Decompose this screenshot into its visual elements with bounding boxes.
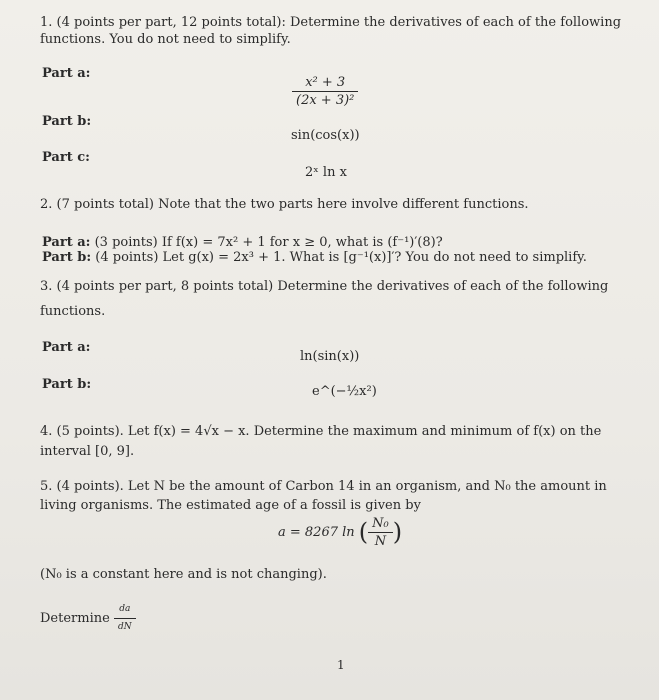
q5-determine <box>40 601 136 636</box>
q5-note: (N₀ is a constant here and is not changing). <box>40 567 327 582</box>
q3-part-a-expression: ln(sin(x)) <box>300 349 360 364</box>
q3-intro-line1: 3. (4 points per part, 8 points total) Determine the derivatives of each of the following <box>40 279 609 294</box>
q2-part-b-text: (4 points) Let g(x) = 2x³ + 1. What is [g⁻¹(x)]′? You do not need to simplify. <box>95 250 587 265</box>
q5-formula <box>278 515 402 550</box>
q5-determine-denominator: dN <box>117 622 132 632</box>
q4-line1: 4. (5 points). Let f(x) = 4√x − x. Determine the maximum and minimum of f(x) on the <box>40 424 602 439</box>
q1-part-c-label: Part c: <box>42 150 90 165</box>
q2-part-b-label: Part b: <box>42 250 92 265</box>
q3-part-a-label: Part a: <box>42 340 91 355</box>
q1-part-a-denominator: (2x + 3)² <box>296 93 355 108</box>
q3-part-b-label: Part b: <box>42 377 92 392</box>
q5-line1: 5. (4 points). Let N be the amount of Carbon 14 in an organism, and N₀ the amount in <box>40 479 607 494</box>
q1-intro-line2: functions. You do not need to simplify. <box>40 32 291 47</box>
q2-part-a-text: (3 points) If f(x) = 7x² + 1 for x ≥ 0, what is (f⁻¹)′(8)? <box>94 235 443 250</box>
q5-line2: living organisms. The estimated age of a fossil is given by <box>40 498 421 513</box>
q5-formula-close-paren: ) <box>392 518 403 546</box>
q5-determine-numerator: da <box>114 601 136 619</box>
q1-part-c-expression: 2ˣ ln x <box>305 165 347 180</box>
q1-part-a-numerator: x² + 3 <box>292 74 358 92</box>
q3-part-b-expression: e^(−½x²) <box>312 384 377 399</box>
q1-part-b-label: Part b: <box>42 114 92 129</box>
q5-formula-numerator: N₀ <box>368 515 393 533</box>
q5-determine-label: Determine <box>40 611 110 626</box>
q5-formula-open-paren: ( <box>358 518 369 546</box>
q1-part-a-fraction <box>292 74 358 109</box>
q2-part-b <box>42 249 587 266</box>
q2-part-a-label: Part a: <box>42 235 91 250</box>
q4-line2: interval [0, 9]. <box>40 444 135 459</box>
page-number: 1 <box>337 658 345 672</box>
q3-intro-line2: functions. <box>40 304 106 319</box>
q1-part-b-expression: sin(cos(x)) <box>291 128 360 143</box>
q1-part-a-label: Part a: <box>42 66 91 81</box>
q1-intro-line1: 1. (4 points per part, 12 points total): Determine the derivatives of each of the following <box>40 15 622 30</box>
q5-formula-denominator: N <box>374 534 387 549</box>
q2-intro: 2. (7 points total) Note that the two parts here involve different functions. <box>40 197 529 212</box>
q5-formula-lhs: a = 8267 ln <box>278 525 355 540</box>
